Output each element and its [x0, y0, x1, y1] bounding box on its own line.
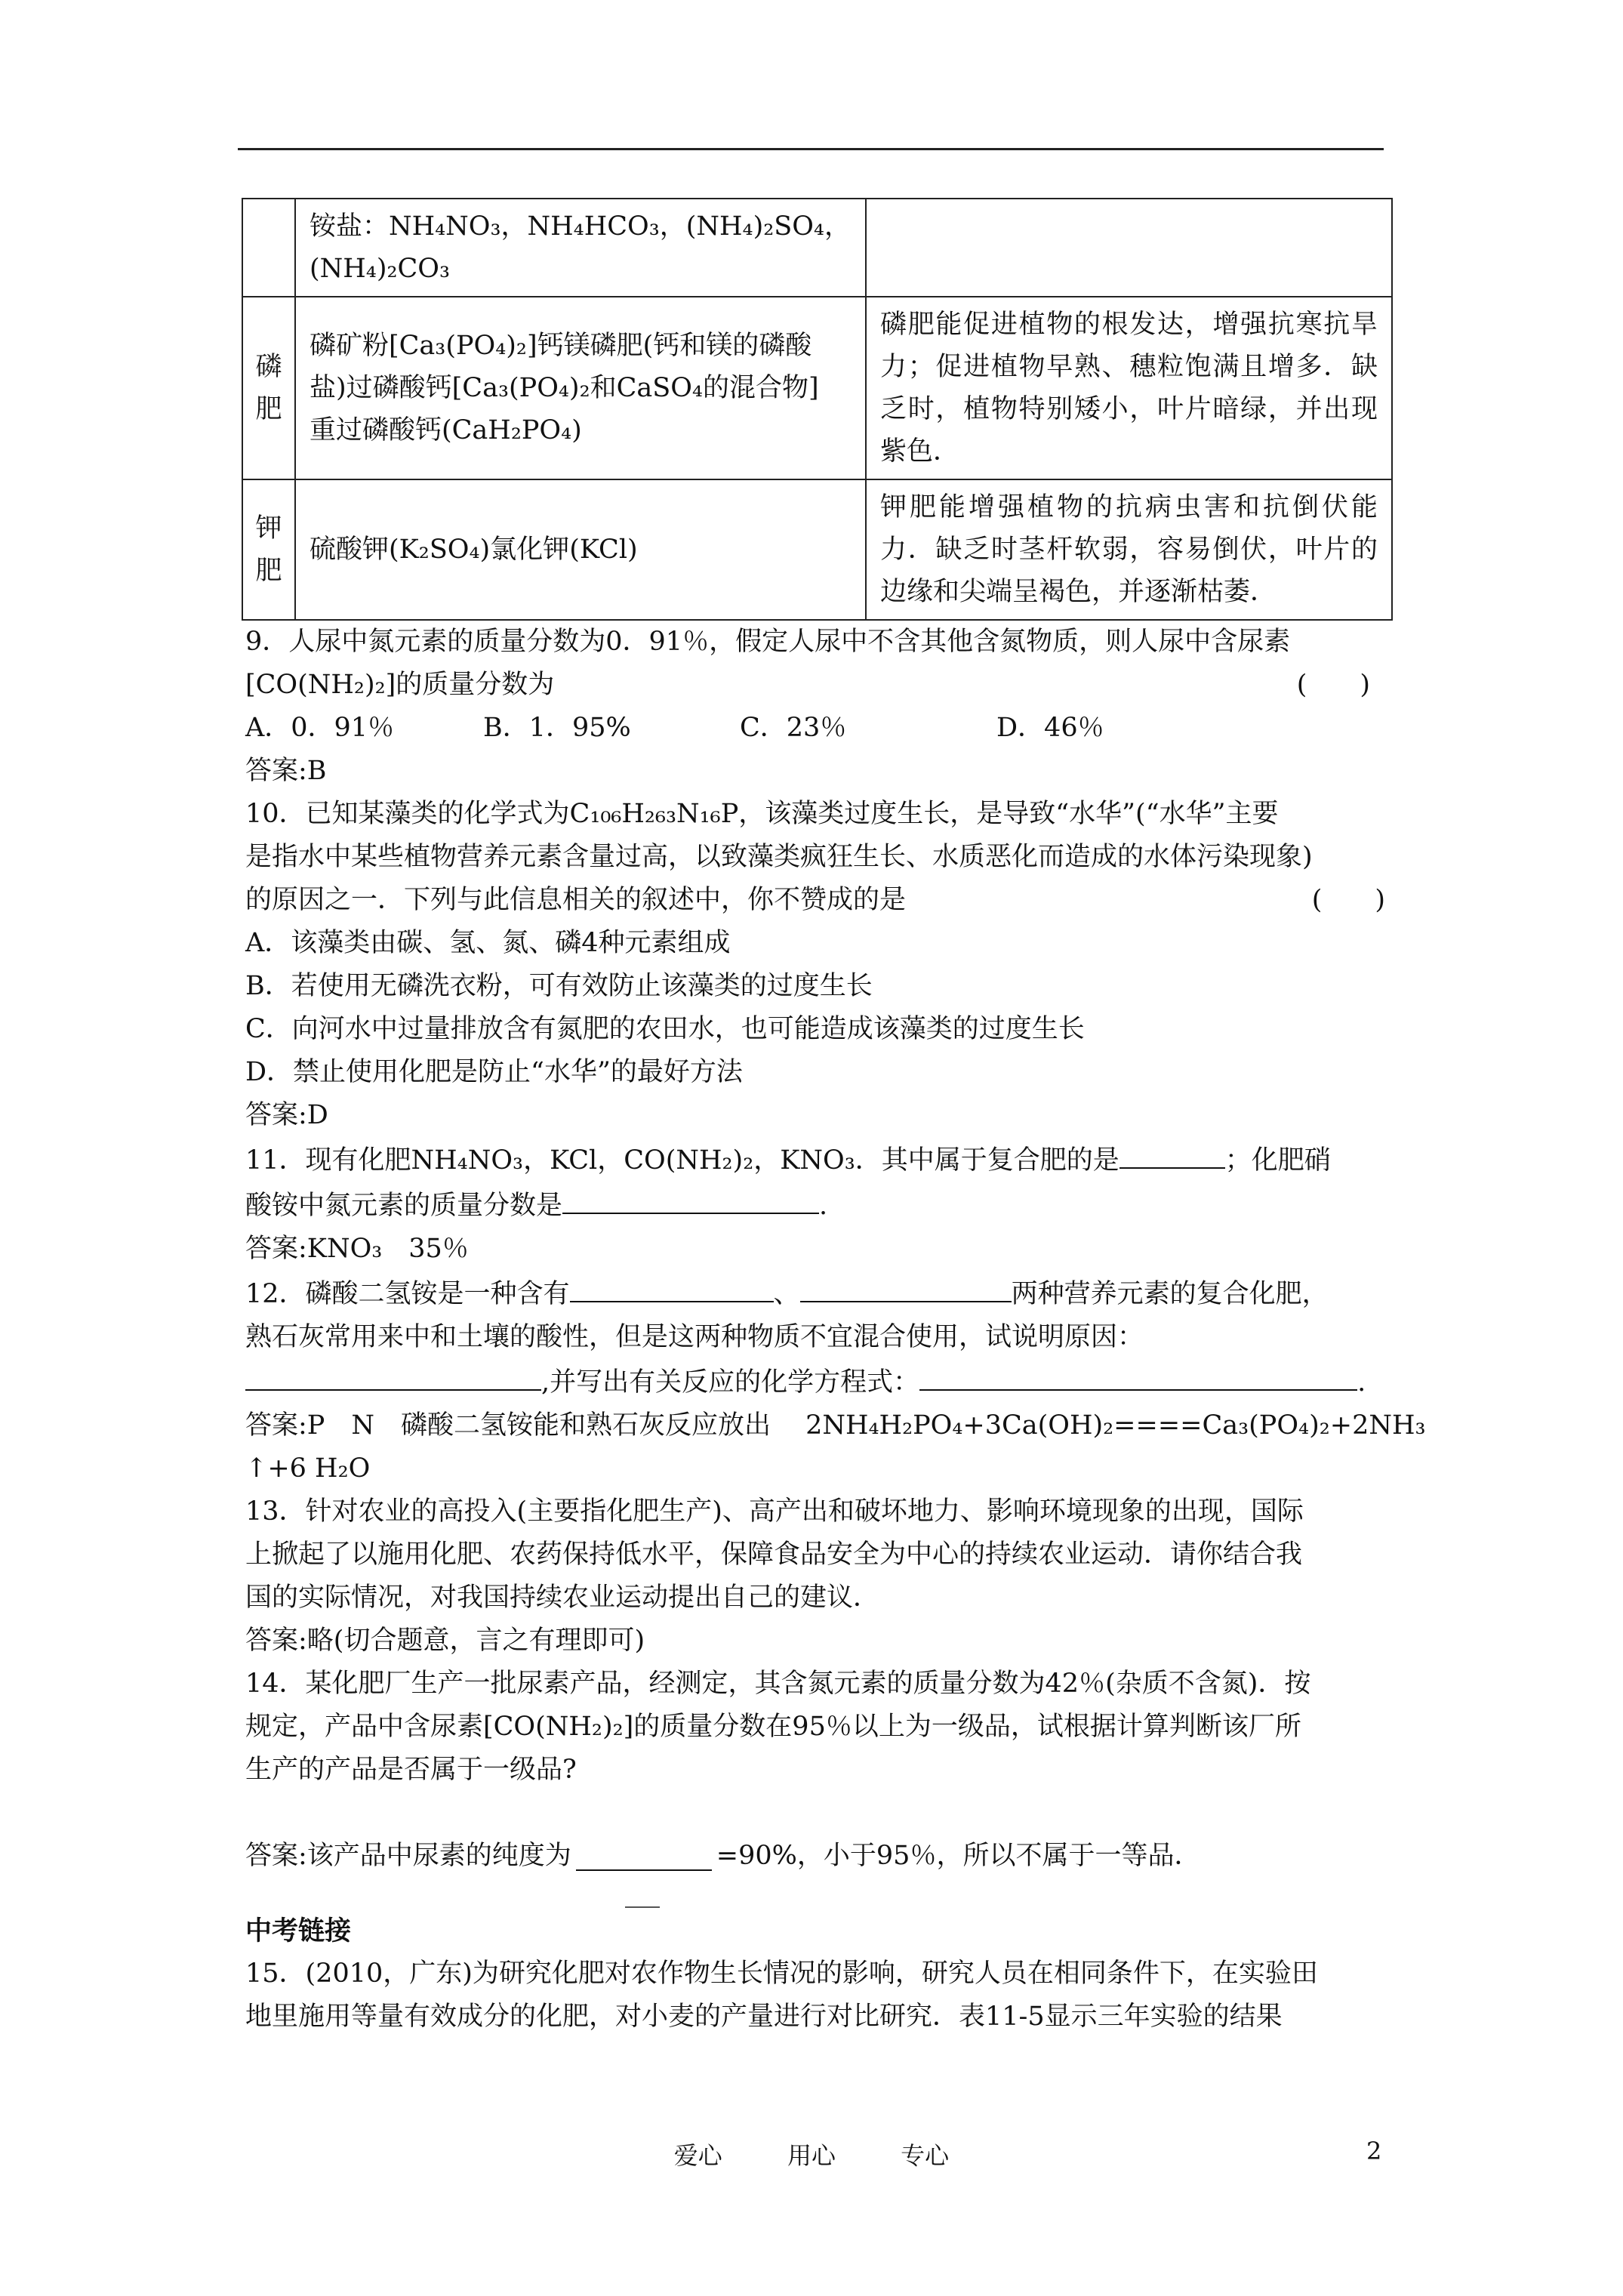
answer-blank[interactable] [1119, 1137, 1225, 1169]
question-text: 生产的产品是否属于一级品? [245, 1755, 577, 1785]
table-row [242, 199, 1392, 297]
option-b: B．若使用无磷洗衣粉，可有效防止该藻类的过度生长 [245, 971, 873, 1001]
category-cell: 钾肥 [242, 479, 295, 620]
header-rule [238, 148, 1384, 150]
question-text: 10．已知某藻类的化学式为C₁₀₆H₂₆₃N₁₆P，该藻类过度生长，是导致“水华”(“水华”主要 [245, 799, 1279, 829]
question-text: 11．现有化肥NH₄NO₃，KCl，CO(NH₂)₂，KNO₃．其中属于复合肥的是 [245, 1145, 1119, 1176]
question-12 [245, 1271, 1426, 1490]
desc-line: (NH₄)₂CO₃ [310, 254, 451, 284]
answer-blank[interactable] [570, 1271, 774, 1302]
answer-blank[interactable] [245, 1359, 541, 1391]
option-a: A．0．91％ [245, 713, 395, 743]
question-line [245, 1137, 1385, 1182]
answer: 答案:P N 磷酸二氢铵能和熟石灰反应放出 2NH₄H₂PO₄+3Ca(OH)₂====Ca₃(PO₄)₂+2NH₃ [245, 1410, 1426, 1441]
option-a: A．该藻类由碳、氢、氮、磷4种元素组成 [245, 928, 731, 958]
table-row [242, 479, 1392, 620]
question-text: 两种营养元素的复合化肥， [1011, 1279, 1329, 1309]
page-number: 2 [1366, 2137, 1382, 2165]
question-text: 地里施用等量有效成分的化肥，对小麦的产量进行对比研究．表11-5显示三年实验的结果 [245, 2002, 1283, 2032]
answer-blank[interactable] [800, 1271, 1012, 1302]
description-cell [295, 479, 866, 620]
description-cell [295, 199, 866, 297]
answer: 答案:D [245, 1100, 328, 1130]
answer: 答案:略(切合题意，言之有理即可) [245, 1626, 645, 1656]
answer-paren: ( ) [1311, 885, 1385, 915]
question-text: 13．针对农业的高投入(主要指化肥生产)、高产出和破坏地力、影响环境现象的出现，国际 [245, 1496, 1304, 1527]
option-d: D．禁止使用化肥是防止“水华”的最好方法 [245, 1057, 743, 1087]
answer-text: =90%，小于95％，所以不属于一等品． [716, 1841, 1201, 1871]
fertilizer-table [242, 198, 1393, 621]
desc-line: 铵盐：NH₄NO₃，NH₄HCO₃，(NH₄)₂SO₄， [310, 211, 851, 242]
question-text: 酸铵中氮元素的质量分数是 [245, 1191, 563, 1221]
footer-text: 用心 [787, 2141, 836, 2170]
question-text: 14．某化肥厂生产一批尿素产品，经测定，其含氮元素的质量分数为42％(杂质不含氮)．按 [245, 1669, 1311, 1699]
question-15 [245, 1952, 1385, 2039]
effect-cell [866, 199, 1392, 297]
question-line [245, 1271, 1385, 1316]
question-11 [245, 1137, 1385, 1271]
description-cell [295, 297, 866, 479]
question-text: . [1357, 1367, 1366, 1398]
question-text: 、 [773, 1279, 800, 1309]
option-b: B．1．95% [483, 713, 631, 743]
answer-blank[interactable] [562, 1182, 819, 1214]
question-text: 熟石灰常用来中和土壤的酸性，但是这两种物质不宜混合使用，试说明原因： [245, 1322, 1144, 1352]
option-d: D．46％ [996, 713, 1104, 743]
answer: 答案:KNO₃ 35％ [245, 1234, 469, 1264]
options [245, 707, 1385, 750]
answer-paren: ( ) [1296, 670, 1370, 700]
question-text: 上掀起了以施用化肥、农药保持低水平，保障食品安全为中心的持续农业运动．请你结合我 [245, 1539, 1303, 1570]
option-c: C．向河水中过量排放含有氮肥的农田水，也可能造成该藻类的过度生长 [245, 1014, 1085, 1044]
question-text: ,并写出有关反应的化学方程式： [541, 1367, 920, 1398]
question-text: [CO(NH₂)₂]的质量分数为 [245, 670, 555, 700]
question-text: ；化肥硝 [1224, 1145, 1331, 1176]
footer-text: 专心 [901, 2141, 950, 2170]
section-heading: 中考链接 [245, 1915, 352, 1946]
desc-line: 盐)过磷酸钙[Ca₃(PO₄)₂和CaSO₄的混合物] [310, 373, 819, 403]
answer: 答案:B [245, 756, 327, 786]
question-text: 的原因之一．下列与此信息相关的叙述中，你不赞成的是 [245, 885, 907, 915]
question-text: 规定，产品中含尿素[CO(NH₂)₂]的质量分数在95％以上为一级品，试根据计算判断该厂所 [245, 1712, 1301, 1742]
fraction-line [576, 1844, 712, 1871]
answer-text: 答案:该产品中尿素的纯度为 [245, 1841, 571, 1871]
question-line [245, 1182, 1385, 1228]
question-10 [245, 793, 1385, 1137]
question-text: 12．磷酸二氢铵是一种含有 [245, 1279, 570, 1309]
question-text: . [819, 1191, 828, 1221]
question-14 [245, 1663, 1385, 1878]
answer: ↑+6 H₂O [245, 1453, 371, 1484]
question-line [245, 1359, 1385, 1404]
question-text: 国的实际情况，对我国持续农业运动提出自己的建议． [245, 1583, 880, 1613]
fraction-denominator-line [625, 1906, 660, 1908]
category-cell: 磷肥 [242, 297, 295, 479]
table-row [242, 297, 1392, 479]
answer-blank[interactable] [919, 1359, 1357, 1391]
question-text: 15．(2010，广东)为研究化肥对农作物生长情况的影响，研究人员在相同条件下，在实验田 [245, 1959, 1318, 1989]
footer-text: 爱心 [673, 2141, 722, 2170]
question-text: 是指水中某些植物营养元素含量过高，以致藻类疯狂生长、水质恶化而造成的水体污染现象) [245, 842, 1313, 872]
question-line [245, 879, 1385, 922]
option-c: C．23％ [740, 713, 847, 743]
question-13 [245, 1490, 1385, 1663]
answer [245, 1835, 1385, 1878]
question-line [245, 664, 1385, 707]
desc-line: 硫酸钾(K₂SO₄)氯化钾(KCl) [310, 535, 638, 565]
question-9 [245, 621, 1385, 793]
category-cell [242, 199, 295, 297]
desc-line: 磷矿粉[Ca₃(PO₄)₂]钙镁磷肥(钙和镁的磷酸 [310, 331, 812, 361]
effect-cell: 钾肥能增强植物的抗病虫害和抗倒伏能力．缺乏时茎杆软弱，容易倒伏，叶片的边缘和尖端呈褐色，并逐渐枯萎． [866, 479, 1392, 620]
effect-cell: 磷肥能促进植物的根发达，增强抗寒抗旱力；促进植物早熟、穗粒饱满且增多．缺乏时，植物特别矮小，叶片暗绿，并出现紫色． [866, 297, 1392, 479]
desc-line: 重过磷酸钙(CaH₂PO₄) [310, 415, 582, 445]
question-text: 9．人尿中氮元素的质量分数为0．91％，假定人尿中不含其他含氮物质，则人尿中含尿素 [245, 627, 1291, 657]
page-content [245, 198, 1426, 2039]
